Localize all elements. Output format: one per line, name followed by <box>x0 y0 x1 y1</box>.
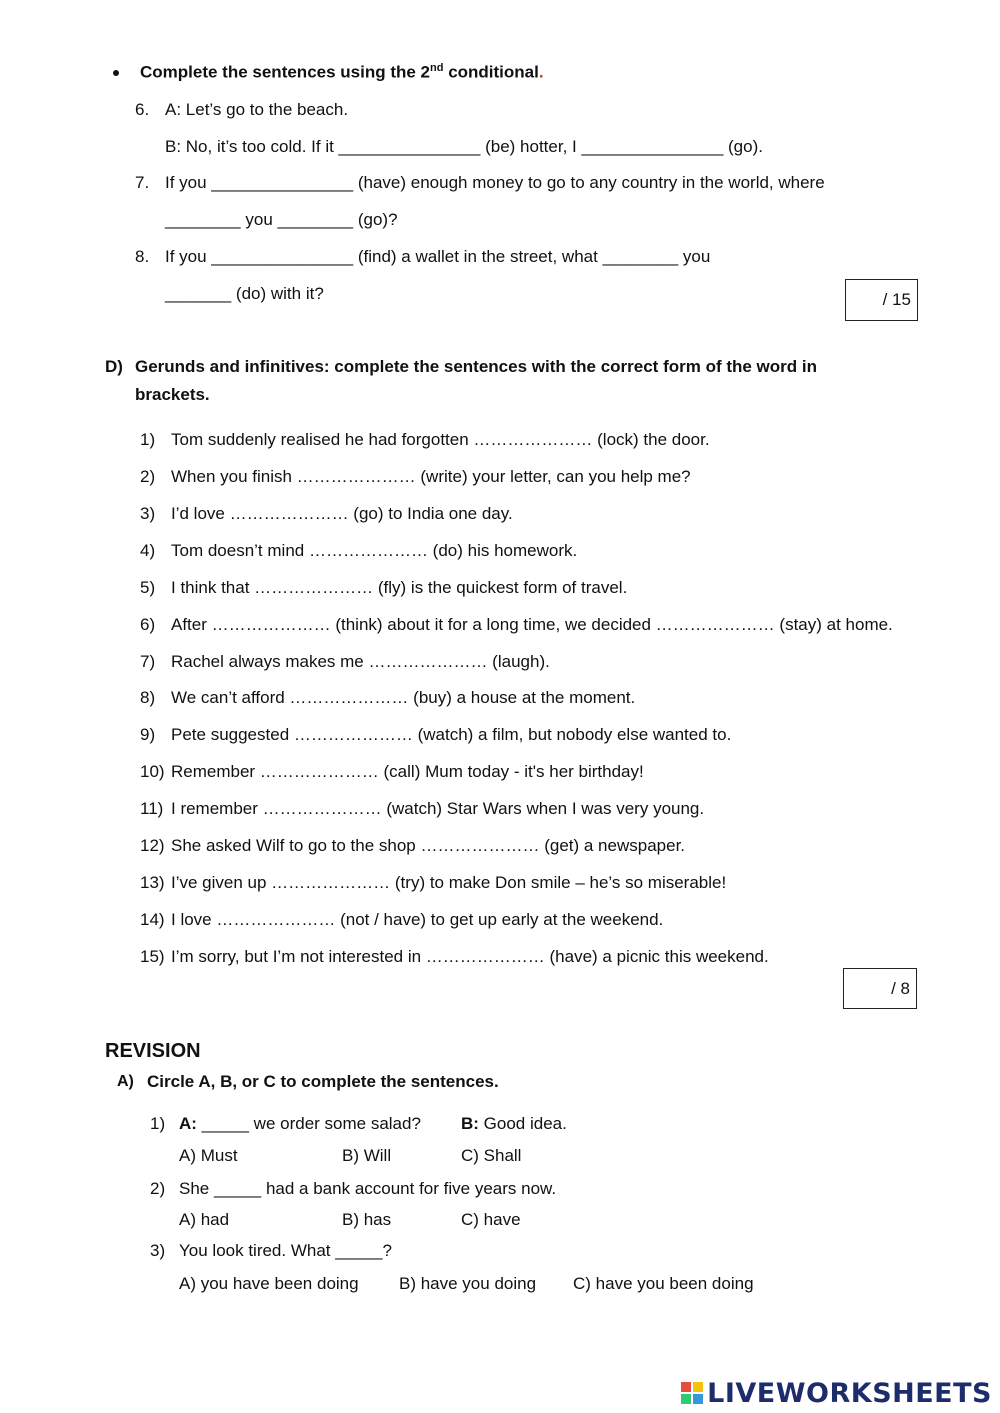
d-item-text: Pete suggested ………………… (watch) a film, but nobody else wanted to. <box>171 725 732 744</box>
d-item-text: I’m sorry, but I’m not interested in ………………… (have) a picnic this weekend. <box>171 947 769 966</box>
d-item-num: 4) <box>140 541 156 560</box>
option-a[interactable]: A) you have been doing <box>179 1274 359 1293</box>
revision-instruction: Circle A, B, or C to complete the sentences. <box>147 1072 499 1091</box>
d-item-num: 11) <box>140 799 164 818</box>
liveworksheets-logo[interactable] <box>681 1378 992 1408</box>
d-item-num: 10) <box>140 762 165 781</box>
c-item-line: ________ you ________ (go)? <box>165 210 398 229</box>
d-item-text: I remember ………………… (watch) Star Wars when I was very young. <box>171 799 705 818</box>
d-item-num: 9) <box>140 725 156 744</box>
c-item-line: A: Let’s go to the beach. <box>165 100 349 119</box>
option-c[interactable]: C) have you been doing <box>573 1274 754 1293</box>
option-a[interactable]: A) had <box>179 1210 230 1229</box>
revision-part-label: A) <box>117 1073 134 1090</box>
d-item-num: 8) <box>140 688 156 707</box>
revision-title: REVISION <box>105 1040 201 1062</box>
d-item-text: Remember ………………… (call) Mum today - it's her birthday! <box>171 762 644 781</box>
speaker-a-text: _____ we order some salad? <box>196 1114 421 1133</box>
logo-grid-icon <box>681 1382 703 1404</box>
d-item-text: I’d love ………………… (go) to India one day. <box>171 504 513 523</box>
rev-item-question: You look tired. What _____? <box>179 1241 392 1260</box>
option-a[interactable]: A) Must <box>179 1146 238 1165</box>
d-item-num: 5) <box>140 578 156 597</box>
option-b[interactable]: B) have you doing <box>399 1274 537 1293</box>
d-item-num: 6) <box>140 615 156 634</box>
c-item-line: If you _______________ (have) enough money to go to any country in the world, where <box>165 173 825 192</box>
section-d-instruction-cont: brackets. <box>135 385 210 404</box>
c-item-line: B: No, it’s too cold. If it _______________ (be) hotter, I _______________ (go). <box>165 137 763 156</box>
rev-item-question: She _____ had a bank account for five years now. <box>179 1179 557 1198</box>
option-c[interactable]: C) Shall <box>461 1146 522 1165</box>
d-item-num: 15) <box>140 947 165 966</box>
score-box-c: / 15 <box>845 279 918 321</box>
d-item-num: 13) <box>140 873 165 892</box>
c-item-num: 6. <box>135 100 150 119</box>
c-item-num: 8. <box>135 247 150 266</box>
speaker-b-text: Good idea. <box>478 1114 567 1133</box>
d-item-text: Tom suddenly realised he had forgotten ………………… (lock) the door. <box>171 430 710 449</box>
instruction-text: Complete the sentences using the 2 <box>140 62 431 82</box>
rev-item-question <box>179 1114 421 1134</box>
d-item-text: I’ve given up ………………… (try) to make Don smile – he’s so miserable! <box>171 873 727 892</box>
instruction-text-end: conditional <box>443 62 539 82</box>
score-box-d: / 8 <box>843 968 917 1009</box>
c-item-line: If you _______________ (find) a wallet in the street, what ________ you <box>165 247 711 266</box>
d-item-num: 1) <box>140 430 156 449</box>
d-item-text: After ………………… (think) about it for a long time, we decided ………………… (stay) at home. <box>171 615 893 634</box>
rev-item-num: 1) <box>150 1114 166 1133</box>
d-item-num: 12) <box>140 836 165 855</box>
c-item-line: _______ (do) with it? <box>165 284 324 303</box>
speaker-b-label: B: <box>461 1114 479 1133</box>
d-item-text: Tom doesn’t mind ………………… (do) his homework. <box>171 541 578 560</box>
d-item-num: 14) <box>140 910 165 929</box>
instruction-superscript: nd <box>430 62 444 74</box>
section-d-label: D) <box>105 357 123 376</box>
d-item-num: 7) <box>140 652 156 671</box>
speaker-a-label: A: <box>179 1114 197 1133</box>
d-item-text: Rachel always makes me ………………… (laugh). <box>171 652 550 671</box>
d-item-text: I love ………………… (not / have) to get up early at the weekend. <box>171 910 664 929</box>
d-item-num: 2) <box>140 467 156 486</box>
instruction-period: . <box>538 62 544 82</box>
d-item-text: When you finish ………………… (write) your letter, can you help me? <box>171 467 691 486</box>
d-item-text: She asked Wilf to go to the shop ………………… (get) a newspaper. <box>171 836 686 855</box>
logo-text: LIVEWORKSHEETS <box>707 1377 992 1409</box>
option-c[interactable]: C) have <box>461 1210 521 1229</box>
rev-item-num: 2) <box>150 1179 166 1198</box>
d-item-num: 3) <box>140 504 156 523</box>
section-d-instruction: Gerunds and infinitives: complete the sentences with the correct form of the word in <box>135 357 817 376</box>
d-item-text: We can’t afford ………………… (buy) a house at the moment. <box>171 688 636 707</box>
option-b[interactable]: B) Will <box>342 1146 392 1165</box>
section-c-instruction <box>140 62 544 83</box>
d-item-text: I think that ………………… (fly) is the quickest form of travel. <box>171 578 628 597</box>
rev-item-answer <box>461 1114 567 1134</box>
rev-item-num: 3) <box>150 1241 166 1260</box>
bullet-icon <box>113 70 119 76</box>
option-b[interactable]: B) has <box>342 1210 392 1229</box>
c-item-num: 7. <box>135 173 150 192</box>
